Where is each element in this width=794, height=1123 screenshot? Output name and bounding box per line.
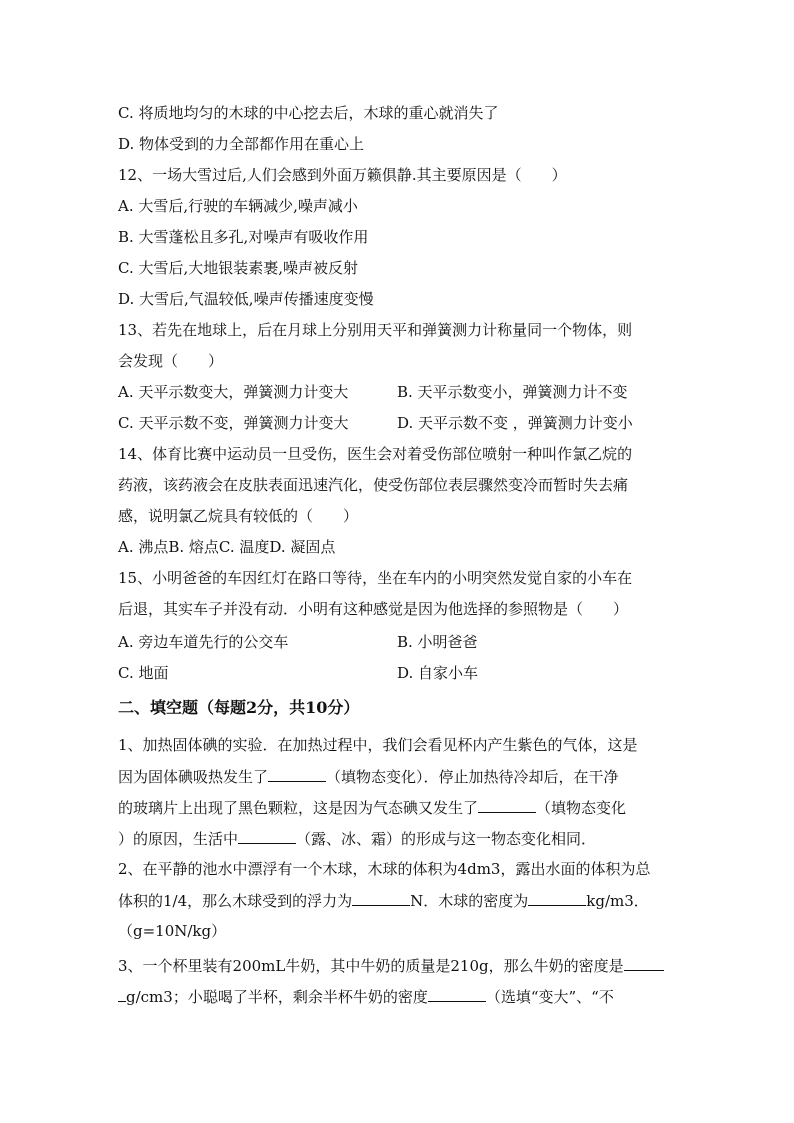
q13-options-row1 xyxy=(118,382,348,402)
fill1-blank-2[interactable] xyxy=(478,797,536,813)
fill1-text-a: 因为固体碘吸热发生了 xyxy=(118,768,269,786)
fill3-blank-1-cont[interactable] xyxy=(118,986,126,1002)
q15-option-b: B. 小明爸爸 xyxy=(397,633,478,651)
fill1-line4 xyxy=(118,828,596,849)
fill1-line1: 1、加热固体碘的实验．在加热过程中，我们会看见杯内产生紫色的气体，这是 xyxy=(118,736,638,754)
q15-option-c: C. 地面 xyxy=(118,664,169,682)
q13-options-row2 xyxy=(118,413,348,433)
q12-option-b: B. 大雪蓬松且多孔,对噪声有吸收作用 xyxy=(118,228,369,246)
fill2-text-b: N．木球的密度为 xyxy=(410,892,529,910)
fill1-text-e: ）的原因，生活中 xyxy=(118,830,239,848)
fill2-text-c: kg/m3． xyxy=(586,892,649,910)
q12-option-d: D. 大雪后,气温较低,噪声传播速度变慢 xyxy=(118,290,374,308)
fill1-text-d: （填物态变化 xyxy=(536,799,627,817)
fill2-line3: （g=10N/kg） xyxy=(118,922,227,940)
fill3-line1 xyxy=(118,955,664,976)
fill3-blank-1[interactable] xyxy=(624,955,664,971)
q11-option-d: D. 物体受到的力全部都作用在重心上 xyxy=(118,135,365,153)
fill2-blank-1[interactable] xyxy=(352,890,410,906)
q15-option-a: A. 旁边车道先行的公交车 xyxy=(118,633,289,651)
fill1-text-f: （露、冰、霜）的形成与这一物态变化相同． xyxy=(296,830,597,848)
fill2-text-a: 体积的1/4，那么木球受到的浮力为 xyxy=(118,892,353,910)
fill2-blank-2[interactable] xyxy=(528,890,586,906)
fill1-blank-3[interactable] xyxy=(238,828,296,844)
fill1-text-c: 的玻璃片上出现了黑色颗粒，这是因为气态碘又发生了 xyxy=(118,799,479,817)
q14-stem-line3: 感，说明氯乙烷具有较低的（ ） xyxy=(118,507,359,525)
q14-stem-line1: 14、体育比赛中运动员一旦受伤，医生会对着受伤部位喷射一种叫作氯乙烷的 xyxy=(118,445,633,463)
fill3-line2 xyxy=(118,986,614,1007)
q13-stem-line2: 会发现（ ） xyxy=(118,352,224,370)
q12-option-c: C. 大雪后,大地银装素裹,噪声被反射 xyxy=(118,259,359,277)
q15-stem-line1: 15、小明爸爸的车因红灯在路口等待，坐在车内的小明突然发觉自家的小车在 xyxy=(118,569,633,587)
q14-options: A. 沸点B. 熔点C. 温度D. 凝固点 xyxy=(118,538,336,556)
fill3-blank-2[interactable] xyxy=(428,986,486,1002)
q11-option-c: C. 将质地均匀的木球的中心挖去后，木球的重心就消失了 xyxy=(118,104,499,122)
q12-stem: 12、一场大雪过后,人们会感到外面万籁俱静.其主要原因是（ ） xyxy=(118,166,567,184)
fill1-text-b: （填物态变化）．停止加热待冷却后，在干净 xyxy=(326,768,619,786)
fill1-line2 xyxy=(118,766,619,787)
q13-option-b: B. 天平示数变小，弹簧测力计不变 xyxy=(397,383,628,401)
fill3-text-c: （选填“变大”、“不 xyxy=(485,988,614,1006)
q13-stem-line1: 13、若先在地球上，后在月球上分别用天平和弹簧测力计称量同一个物体，则 xyxy=(118,321,633,339)
section-fill-in-title: 二、填空题（每题2分，共10分） xyxy=(118,698,360,717)
q13-option-c: C. 天平示数不变，弹簧测力计变大 xyxy=(118,414,349,432)
fill2-line2 xyxy=(118,890,649,911)
q12-option-a: A. 大雪后,行驶的车辆减少,噪声减小 xyxy=(118,197,358,215)
q15-stem-line2: 后退，其实车子并没有动．小明有这种感觉是因为他选择的参照物是（ ） xyxy=(118,600,629,618)
fill2-line1: 2、在平静的池水中漂浮有一个木球，木球的体积为4dm3，露出水面的体积为总 xyxy=(118,860,651,878)
q14-stem-line2: 药液，该药液会在皮肤表面迅速汽化，使受伤部位表层骤然变冷而暂时失去痛 xyxy=(118,476,629,494)
fill3-text-a: 3、一个杯里装有200mL牛奶，其中牛奶的质量是210g，那么牛奶的密度是 xyxy=(118,957,624,975)
q13-option-d: D. 天平示数不变 ，弹簧测力计变小 xyxy=(397,414,633,432)
fill3-text-b: g/cm3；小聪喝了半杯，剩余半杯牛奶的密度 xyxy=(126,988,428,1006)
q15-option-d: D. 自家小车 xyxy=(397,664,479,682)
fill1-line3 xyxy=(118,797,626,818)
q13-option-a: A. 天平示数变大，弹簧测力计变大 xyxy=(118,383,349,401)
fill1-blank-1[interactable] xyxy=(268,766,326,782)
